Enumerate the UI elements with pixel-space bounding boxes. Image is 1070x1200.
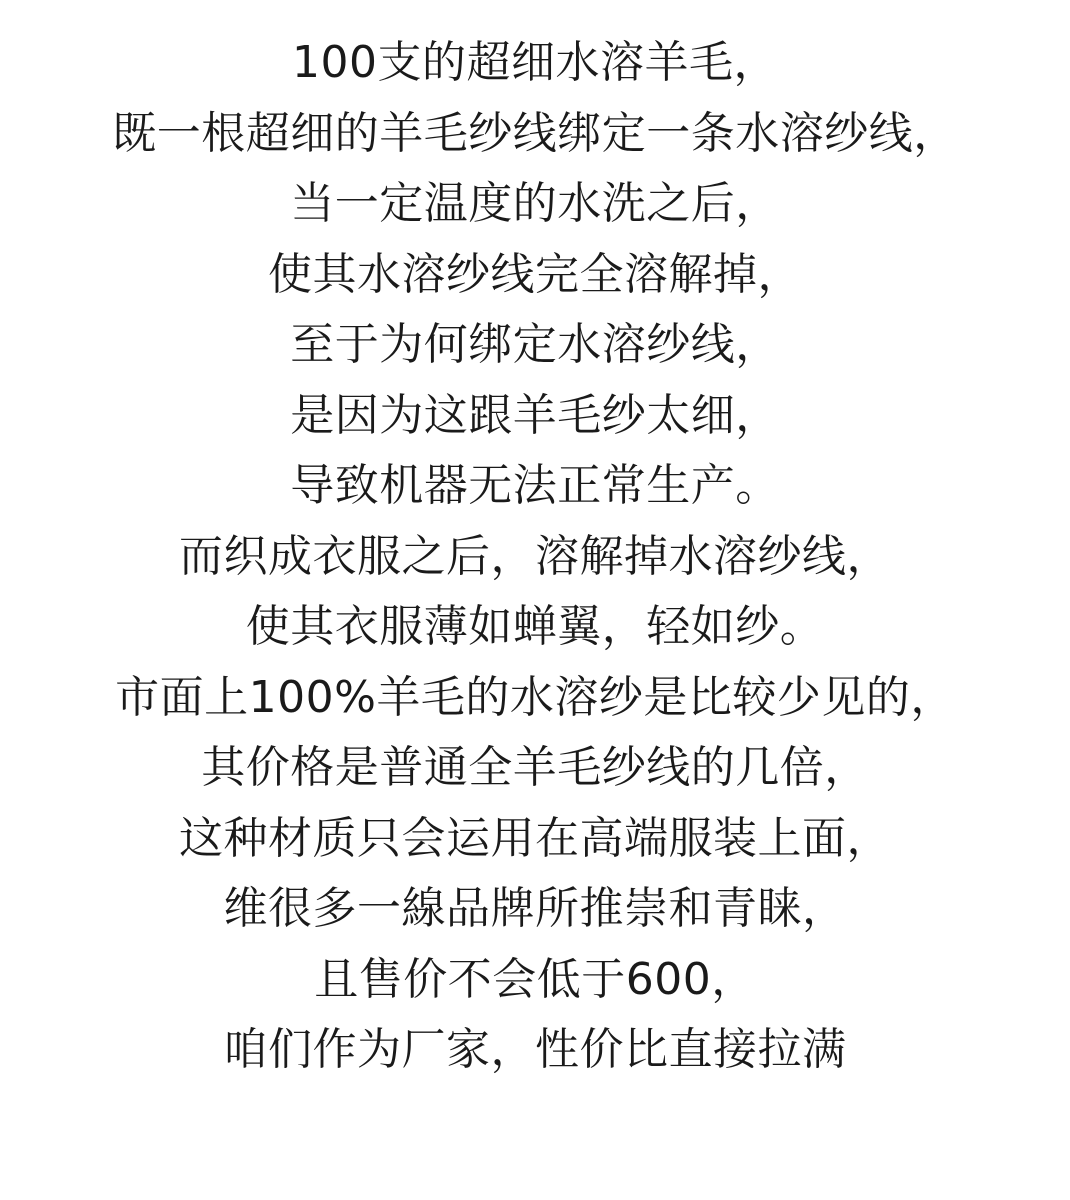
text-line-15: 咱们作为厂家，性价比直接拉满: [223, 1024, 847, 1075]
text-line-7: 导致机器无法正常生产。: [290, 460, 780, 511]
text-line-8: 而织成衣服之后，溶解掉水溶纱线，: [179, 530, 891, 582]
text-line-12: 这种材质只会运用在高端服装上面，: [179, 812, 891, 864]
text-line-14: 且售价不会低于600，: [314, 953, 756, 1005]
text-line-11: 其价格是普通全羊毛纱线的几倍，: [201, 742, 869, 793]
text-line-5: 至于为何绑定水溶纱线，: [290, 319, 780, 370]
text-line-4: 使其水溶纱线完全溶解掉，: [268, 248, 802, 300]
text-line-10: 市面上100%羊毛的水溶纱是比较少见的，: [115, 671, 955, 723]
text-line-9: 使其衣服薄如蝉翼，轻如纱。: [245, 601, 825, 652]
text-line-1: 100支的超细水溶羊毛，: [292, 37, 778, 88]
text-line-6: 是因为这跟羊毛纱太细，: [290, 389, 780, 441]
text-line-13: 维很多一線品牌所推崇和青睐，: [223, 883, 847, 934]
text-line-3: 当一定温度的水洗之后，: [290, 178, 780, 229]
text-line-2: 既一根超细的羊毛纱线绑定一条水溶纱线，: [112, 107, 958, 159]
